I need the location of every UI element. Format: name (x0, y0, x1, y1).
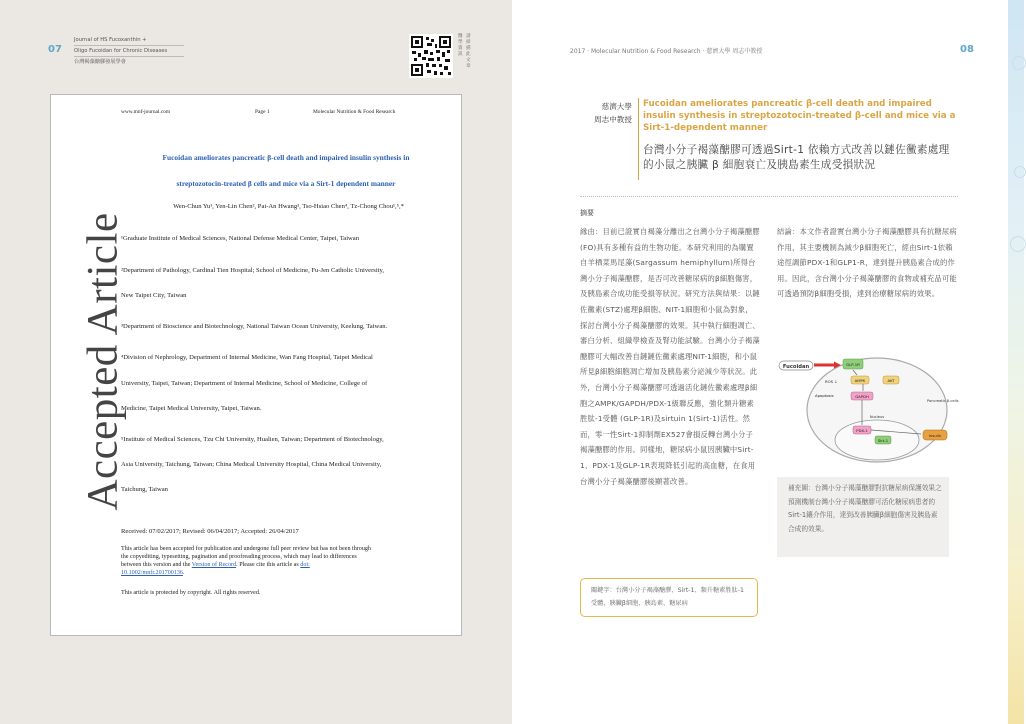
affiliation: New Taipei City, Taiwan (121, 292, 187, 299)
journal-header-line: Journal of HS Fucoxanthin + (74, 37, 147, 43)
journal-header (74, 36, 184, 66)
abstract-column-1: 緣由：目前已證實自褐藻分離出之台灣小分子褐藻醣膠(FO)具有多種有益的生物功能。本研究利用的為購置自羊栖菜馬尾藻(Sargassum hemiphyllum)所得台灣小分子褐藻醣膠，是否可改善糖尿病的β細胞傷害，及胰島素合成功能受損等狀況。研究方法與結果：以鏈佐黴素(STZ)處理β細胞、NIT-1細胞和小鼠為對象，探討台灣小分子褐藻醣膠的效果。其中執行細胞凋亡、審白分析、組織學檢查及腎功能試驗。台灣小分子褐藻醣膠可大幅改善自鏈鏈佐黴素處理NIT-1細胞，和小鼠所見β細胞細胞凋亡增加及胰島素分泌減少等狀況。此外，台灣小分子褐藻醣膠可透過活化鏈佐黴素處理β細胞之AMPK/GAPDH/PDX-1級聯反應，強化類升糖素胜肽-1受體 (GLP-1R)及sirtuin 1(Sirt-1)活性。然而，零一性Sirt-1抑制劑EX527會損反轉台灣小分子褐藻醣膠的作用。同樣地，糖尿病小鼠因胰臟中Sirt-1、PDX-1及GLP-1R表現降低引起的高血糖，在食用台灣小分子褐藻醣膠後顯著改善。 (580, 227, 760, 486)
insulin-label: Insulin (928, 433, 942, 438)
divider (580, 196, 958, 197)
glp1r-label: GLP-1R (846, 362, 860, 367)
affiliation: ²Department of Pathology, Cardinal Tien Hospital; School of Medicine, Fu-Jen Catholic University, (121, 267, 385, 274)
right-page-number: 08 (960, 44, 974, 55)
journal-header-line: 台灣褐藻醣膠發展學會 (74, 59, 126, 65)
keywords-box (580, 578, 758, 617)
notice-text: between this version and the (121, 562, 192, 568)
decorative-bubble (1010, 236, 1026, 252)
article-header-url: www.mnf-journal.com (121, 109, 171, 115)
decorative-strip (1008, 0, 1024, 724)
stamp-text: Accepted Article (79, 211, 127, 511)
affiliation: University, Taipei, Taiwan; Department of Internal Medicine, School of Medicine, College of (121, 380, 368, 387)
qr-caption: 請掃描此文章 (466, 34, 471, 69)
affiliation: ³Department of Bioscience and Biotechnology, National Taiwan Ocean University, Keelung, Taiwan. (121, 323, 388, 330)
affiliation: ⁵Institute of Medical Sciences, Tzu Chi University, Hualien, Taiwan; Department of Biotechnology, (121, 436, 384, 443)
author-box (586, 100, 632, 126)
pancreatic-label: Pancreatic β-cells (927, 399, 959, 403)
title-accent-bar (638, 98, 639, 180)
affiliation: Medicine, Taipei Medical University, Taipei, Taiwan. (121, 405, 262, 412)
affiliation: ¹Graduate Institute of Medical Sciences, National Defense Medical Center, Taipei, Taiwan (121, 235, 360, 242)
akt-label: AKT (887, 378, 895, 383)
article-header-page: Page 1 (255, 109, 270, 115)
supplement-box (777, 477, 949, 557)
left-page-number: 07 (48, 44, 62, 55)
right-running-header: 2017 · Molecular Nutrition & Food Research · 慈濟大學 周志中教授 (570, 48, 763, 55)
nucleus-label: Nucleus (869, 415, 885, 419)
scanned-article (50, 94, 462, 636)
notice-text: This article has been accepted for publication and undergone full peer review but has not been through (121, 546, 371, 552)
affiliation: Asia University, Taichung, Taiwan; China Medical University Hospital, China Medical University, (121, 461, 382, 468)
affiliation: Taichung, Taiwan (121, 486, 168, 493)
doi-link[interactable]: doi: (300, 562, 310, 568)
author-institution: 慈濟大學 (601, 102, 632, 111)
sirt1-label: Sirt-1 (877, 438, 889, 443)
notice-text: . Please cite this article as (236, 562, 301, 568)
gapdh-label: GAPDH (855, 394, 869, 399)
article-title: streptozotocin-treated β cells and mice via a Sirt-1 dependent manner (176, 179, 396, 188)
affiliation: ⁴Division of Nephrology, Department of Internal Medicine, Wan Fang Hospital, Taipei Medical (121, 354, 373, 361)
apoptosis-label: Apoptosis (815, 393, 834, 398)
abstract-label: 摘要 (580, 209, 594, 217)
abstract-column-2: 結論：本文作者證實台灣小分子褐藻醣膠具有抗糖尿病作用，其主要機制為減少β細胞死亡，經由Sirt-1依賴途徑調節PDX-1和GLP1-R，達到提升胰島素合成的作用。因此，含台灣小分子褐藻醣膠的食物或補充品可能可透過預防β細胞受損，達到治療糖尿病的效果。 (777, 227, 957, 299)
qr-code-icon[interactable] (409, 34, 453, 78)
publication-notice (121, 545, 441, 577)
notice-text: . (182, 570, 185, 576)
fucoidan-label: Fucoidan (782, 364, 810, 370)
pdx1-label: PDX-1 (856, 428, 868, 433)
article-authors: Wen-Chun Yu¹, Yen-Lin Chen², Pai-An Hwang³, Tso-Hsiao Chen⁴, Tz-Chong Chou¹,⁵,* (173, 203, 404, 210)
accepted-article-stamp (73, 171, 133, 551)
decorative-bubble (1014, 166, 1026, 178)
doi-number-link[interactable]: 10.1002/mnfr.201700136 (121, 570, 183, 576)
ampk-label: AMPK (854, 378, 866, 383)
article-header-journal: Molecular Nutrition & Food Research (313, 109, 396, 115)
chinese-title: 台灣小分子褐藻醣膠可透過Sirt-1 依賴方式改善以鏈佐黴素處理的小鼠之胰臟 β 細胞衰亡及胰島素生成受損狀況 (643, 144, 950, 171)
version-of-record-link[interactable]: Version of Record (191, 562, 237, 568)
decorative-bubble (1012, 56, 1026, 70)
author-name: 周志中教授 (594, 115, 632, 124)
notice-text: the copyediting, typesetting, pagination and proofreading process, which may lead to differences (121, 554, 357, 560)
ros-label: ROS ↓ (825, 379, 838, 384)
supplement-text: 補充圖：台灣小分子褐藻醣膠對抗糖尿病保護效果之預測機制台灣小分子褐藻醣膠可活化糖尿病患者的Sirt-1鑲介作用，達到改善胰臟β細胞傷害及胰島素合成的效果。 (788, 484, 942, 533)
journal-header-line: Oligo Fucoidan for Chronic Diseases (74, 48, 168, 54)
copyright-notice: This article is protected by copyright. All rights reserved. (121, 590, 261, 596)
english-title: Fucoidan ameliorates pancreatic β-cell death and impaired insulin synthesis in streptozotocin-treated β-cell and mice via a Sirt-1-dependent manner (643, 99, 956, 133)
mechanism-diagram (777, 352, 959, 468)
article-title: Fucoidan ameliorates pancreatic β-cell death and impaired insulin synthesis in (162, 153, 410, 162)
received-dates: Received: 07/02/2017; Revised: 06/04/2017; Accepted: 26/04/2017 (121, 528, 299, 535)
qr-caption: 醫學資訊 (458, 34, 463, 57)
keywords-text: 關鍵字：台灣小分子褐藻醣膠、Sirt-1、類升糖素胜肽-1受體、胰臟β細胞、胰島素、糖尿病 (591, 587, 744, 607)
